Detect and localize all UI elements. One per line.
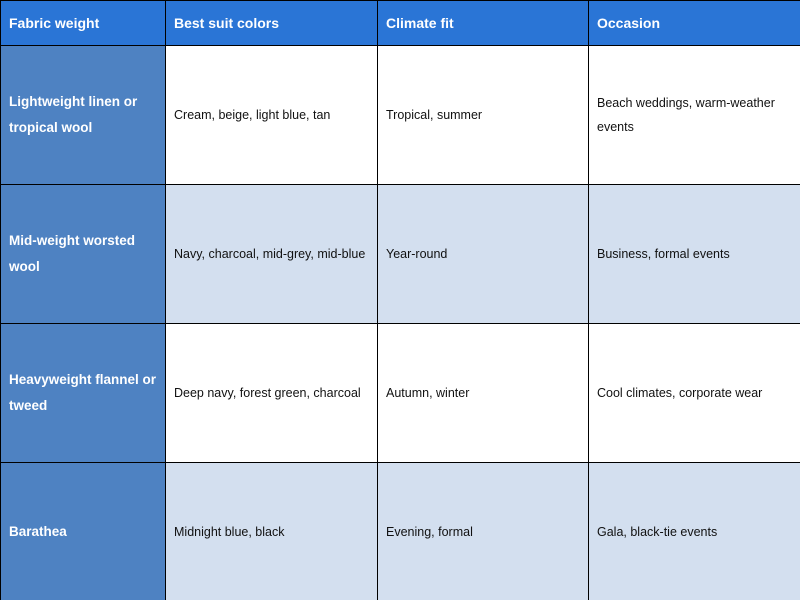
column-header-best-suit-colors: Best suit colors — [165, 0, 377, 45]
table-cell-climate: Autumn, winter — [377, 323, 588, 462]
row-header-fabric: Mid-weight worsted wool — [0, 184, 165, 323]
column-header-occasion: Occasion — [588, 0, 800, 45]
table-cell-colors: Deep navy, forest green, charcoal — [165, 323, 377, 462]
table-cell-climate: Year-round — [377, 184, 588, 323]
row-header-fabric: Lightweight linen or tropical wool — [0, 45, 165, 184]
row-header-fabric: Barathea — [0, 462, 165, 600]
table-cell-climate: Evening, formal — [377, 462, 588, 600]
table-cell-occasion: Gala, black-tie events — [588, 462, 800, 600]
table-cell-occasion: Beach weddings, warm-weather events — [588, 45, 800, 184]
table-cell-occasion: Business, formal events — [588, 184, 800, 323]
table-cell-climate: Tropical, summer — [377, 45, 588, 184]
table-cell-colors: Midnight blue, black — [165, 462, 377, 600]
column-header-climate-fit: Climate fit — [377, 0, 588, 45]
row-header-fabric: Heavyweight flannel or tweed — [0, 323, 165, 462]
table-cell-colors: Navy, charcoal, mid-grey, mid-blue — [165, 184, 377, 323]
table-cell-occasion: Cool climates, corporate wear — [588, 323, 800, 462]
column-header-fabric-weight: Fabric weight — [0, 0, 165, 45]
table-cell-colors: Cream, beige, light blue, tan — [165, 45, 377, 184]
